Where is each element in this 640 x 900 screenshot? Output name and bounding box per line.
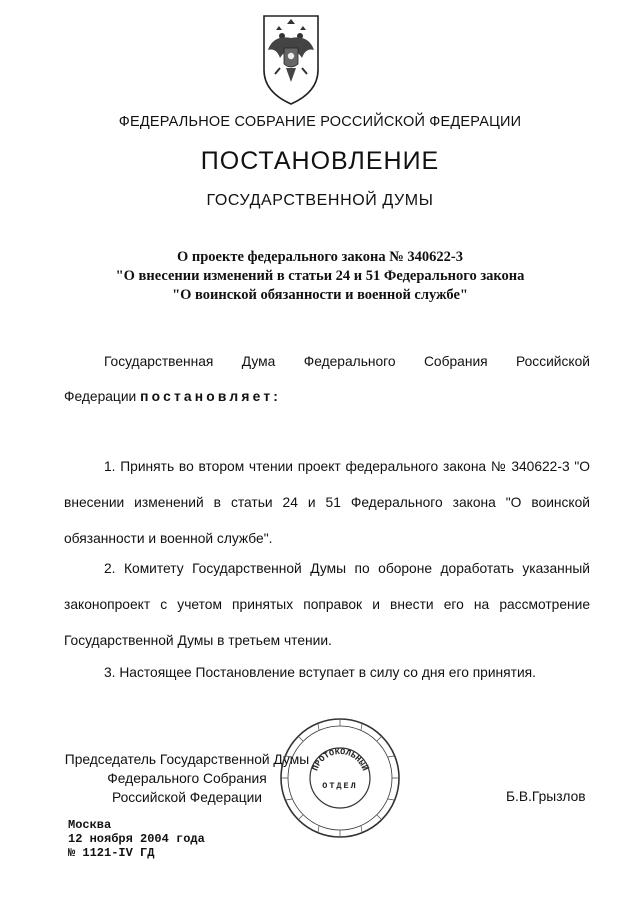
preamble-word: Российской [516, 354, 590, 369]
item-3-paragraph: 3. Настоящее Постановление вступает в силу со дня его принятия. [104, 665, 536, 680]
resolves-word: постановляет: [140, 389, 282, 404]
issue-number: № 1121-IV ГД [68, 846, 155, 860]
issuer-subtitle: ГОСУДАРСТВЕННОЙ ДУМЫ [206, 192, 434, 209]
preamble-word: Государственная [104, 354, 214, 369]
preamble-word: Собрания [423, 354, 488, 369]
subject-line-1: О проекте федерального закона № 340622-3 [176, 249, 464, 265]
document-type-title: ПОСТАНОВЛЕНИЕ [200, 147, 440, 175]
preamble-word: Федерального [303, 354, 396, 369]
issue-date: 12 ноября 2004 года [68, 832, 205, 846]
signatory-title-line-2: Федерального Собрания [107, 771, 267, 786]
preamble-word: Дума [241, 354, 276, 369]
subject-line-2: "О внесении изменений в статьи 24 и 51 Федерального закона [115, 268, 525, 284]
issue-city: Москва [68, 818, 112, 832]
item-1-paragraph: 1. Принять во втором чтении проект федерального закона № 340622-3 "О внесении изменений в статьи 24 и 51 Федерального закона "О воинской обязанности и военной службе". [64, 459, 590, 546]
item-2-paragraph: 2. Комитету Государственной Думы по обороне доработать указанный законопроект с учетом принятых поправок и внести его на рассмотрение Государственной Думы в третьем чтении. [64, 561, 590, 648]
signatory-name: Б.В.Грызлов [506, 789, 586, 804]
signatory-title-line-3: Российской Федерации [111, 790, 263, 805]
organization-heading: ФЕДЕРАЛЬНОЕ СОБРАНИЕ РОССИЙСКОЙ ФЕДЕРАЦИИ [118, 114, 522, 130]
signatory-title [62, 750, 312, 807]
preamble-prefix: Федерации [64, 389, 137, 404]
preamble-line-2 [64, 389, 281, 404]
official-stamp [278, 716, 402, 840]
preamble-line-1 [64, 354, 590, 374]
stamp-department-text: ПРОТОКОЛЬНЫЙ [310, 746, 370, 773]
signatory-title-line-1: Председатель Государственной Думы [64, 752, 310, 767]
subject-line-3: "О воинской обязанности и военной службе" [172, 287, 468, 303]
coat-of-arms-emblem [258, 12, 324, 108]
issue-details [68, 818, 205, 860]
stamp-unit-text: ОТДЕЛ [322, 781, 358, 791]
document-subject [0, 248, 640, 305]
